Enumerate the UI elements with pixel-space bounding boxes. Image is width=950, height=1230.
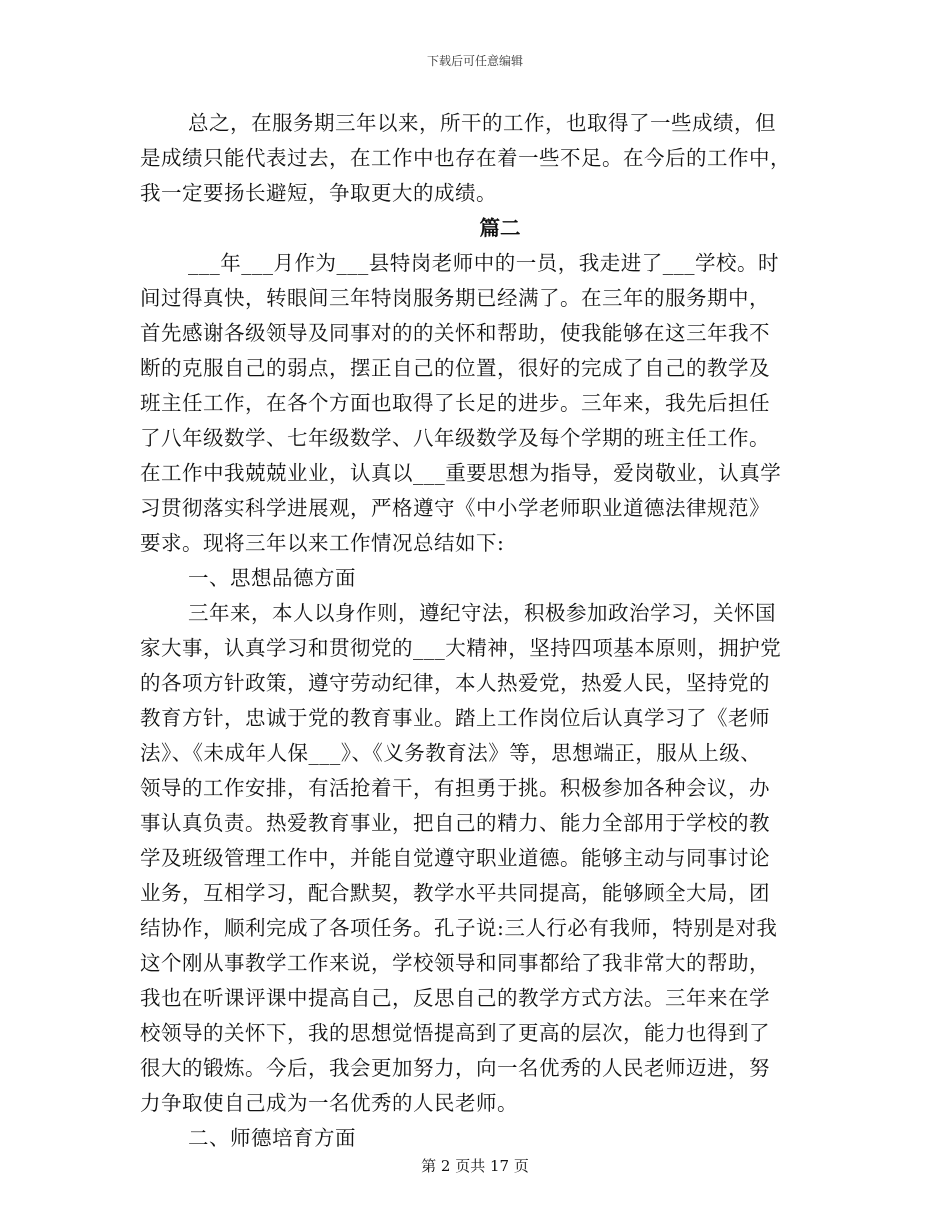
text-line: 习贯彻落实科学进展观，严格遵守《中小学老师职业道德法律规范》 bbox=[140, 496, 770, 520]
text-line: 间过得真快，转眼间三年特岗服务期已经满了。在三年的服务期中， bbox=[140, 286, 770, 310]
text-line: 我也在听课评课中提高自己，反思自己的教学方式方法。三年来在学 bbox=[140, 986, 770, 1010]
text-line: 我一定要扬长避短，争取更大的成绩。 bbox=[140, 181, 497, 205]
text-line: 事认真负责。热爱教育事业，把自己的精力、能力全部用于学校的教 bbox=[140, 811, 770, 835]
text-line: 的各项方针政策，遵守劳动纪律，本人热爱党，热爱人民，坚持党的 bbox=[140, 671, 770, 695]
text-line: 二、师德培育方面 bbox=[188, 1126, 356, 1150]
text-line: 很大的锻炼。今后，我会更加努力，向一名优秀的人民老师迈进，努 bbox=[140, 1056, 770, 1080]
text-line: 一、思想品德方面 bbox=[188, 566, 356, 590]
page-footer: 第 2 页共 17 页 bbox=[421, 1157, 529, 1175]
text-line: 结协作，顺利完成了各项任务。孔子说:三人行必有我师，特别是对我 bbox=[140, 916, 778, 940]
text-line: 断的克服自己的弱点，摆正自己的位置，很好的完成了自己的教学及 bbox=[140, 356, 770, 380]
text-line: 首先感谢各级领导及同事对的的关怀和帮助，使我能够在这三年我不 bbox=[140, 321, 770, 345]
text-line: 家大事，认真学习和贯彻党的___大精神，坚持四项基本原则，拥护党 bbox=[140, 636, 782, 660]
text-line: 教育方针，忠诚于党的教育事业。踏上工作岗位后认真学习了《老师 bbox=[140, 706, 770, 730]
page-header: 下载后可任意编辑 bbox=[426, 54, 523, 68]
text-line: 总之，在服务期三年以来，所干的工作，也取得了一些成绩，但 bbox=[188, 111, 776, 135]
text-line: 力争取使自己成为一名优秀的人民老师。 bbox=[140, 1091, 518, 1115]
document-body bbox=[140, 106, 820, 1156]
text-line: 是成绩只能代表过去，在工作中也存在着一些不足。在今后的工作中， bbox=[140, 146, 791, 170]
text-line: 这个刚从事教学工作来说，学校领导和同事都给了我非常大的帮助， bbox=[140, 951, 770, 975]
text-line: 业务，互相学习，配合默契，教学水平共同提高，能够顾全大局，团 bbox=[140, 881, 770, 905]
section-heading: 篇二 bbox=[479, 216, 521, 240]
text-line: 在工作中我兢兢业业，认真以___重要思想为指导，爱岗敬业，认真学 bbox=[140, 461, 782, 485]
text-line: 班主任工作，在各个方面也取得了长足的进步。三年来，我先后担任 bbox=[140, 391, 770, 415]
text-line: 学及班级管理工作中，并能自觉遵守职业道德。能够主动与同事讨论 bbox=[140, 846, 770, 870]
text-line: 法》、《未成年人保___》、《义务教育法》等，思想端正，服从上级、 bbox=[140, 741, 762, 765]
text-line: 领导的工作安排，有活抢着干，有担勇于挑。积极参加各种会议，办 bbox=[140, 776, 770, 800]
text-line: 了八年级数学、七年级数学、八年级数学及每个学期的班主任工作。 bbox=[140, 426, 770, 450]
text-line: 校领导的关怀下，我的思想觉悟提高到了更高的层次，能力也得到了 bbox=[140, 1021, 770, 1045]
text-line: 要求。现将三年以来工作情况总结如下: bbox=[140, 531, 505, 555]
text-line: ___年___月作为___县特岗老师中的一员，我走进了___学校。时 bbox=[188, 251, 779, 275]
text-line: 三年来，本人以身作则，遵纪守法，积极参加政治学习，关怀国 bbox=[188, 601, 776, 625]
